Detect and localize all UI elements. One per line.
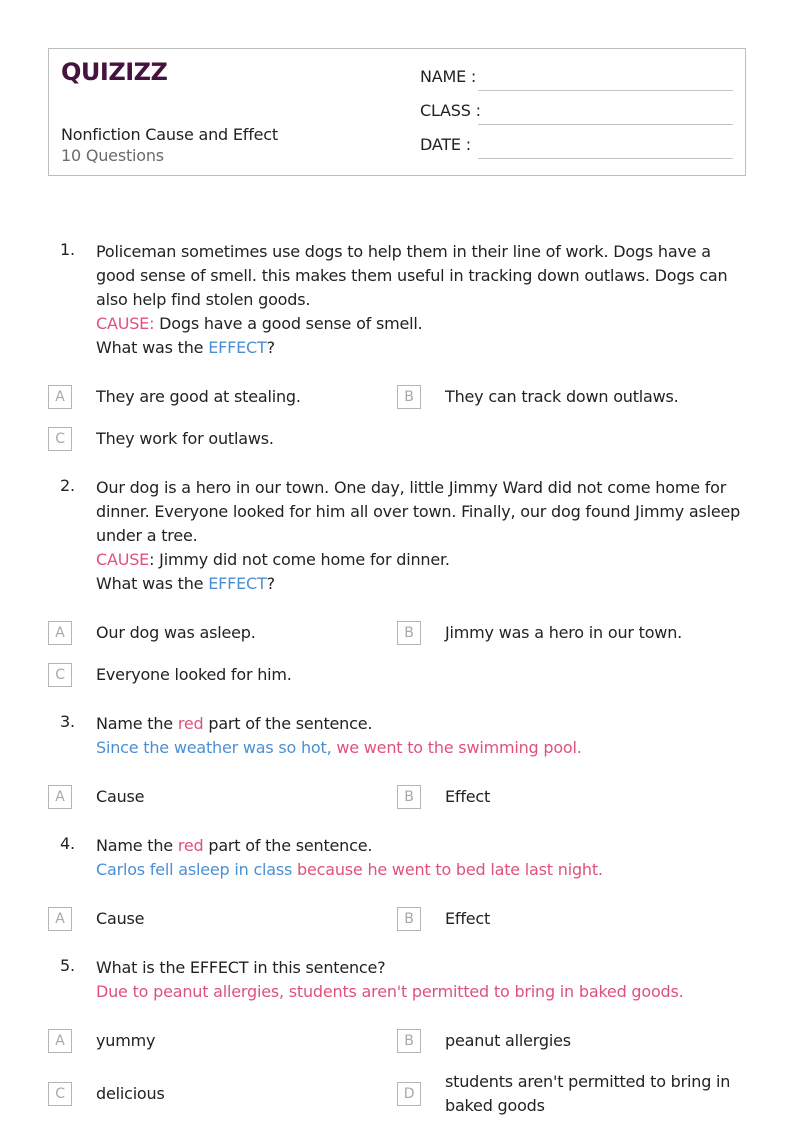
class-line[interactable]: [478, 124, 733, 125]
prompt-highlight: EFFECT: [208, 574, 267, 593]
date-field[interactable]: [420, 135, 733, 159]
question-passage: Policeman sometimes use dogs to help them in their line of work. Dogs have a good sense of smell. this makes them useful in tracking down outlaws. Dogs can also help find stolen goods.: [96, 242, 728, 309]
prompt-pre: What was the: [96, 574, 209, 593]
option-text: peanut allergies: [445, 1031, 571, 1050]
option-letter[interactable]: B: [397, 621, 421, 645]
question-text: [96, 240, 746, 360]
option-text: Cause: [96, 909, 145, 928]
cause-text: : Jimmy did not come home for dinner.: [149, 550, 450, 569]
option-text: Jimmy was a hero in our town.: [445, 623, 683, 642]
option-text: Effect: [445, 909, 491, 928]
option-letter[interactable]: B: [397, 907, 421, 931]
question-text: [96, 712, 746, 760]
option-letter[interactable]: B: [397, 385, 421, 409]
question-text: [96, 834, 746, 882]
option-text: Effect: [445, 787, 491, 806]
cause-label: CAUSE: [96, 550, 150, 569]
option-letter[interactable]: C: [48, 663, 72, 687]
question-number: 5.: [60, 956, 75, 975]
option-text: delicious: [96, 1084, 165, 1103]
option-letter[interactable]: A: [48, 785, 72, 809]
option-text: yummy: [96, 1031, 156, 1050]
example-sentence: [96, 736, 746, 760]
option-letter[interactable]: A: [48, 1029, 72, 1053]
question-number: 3.: [60, 712, 75, 731]
question-prompt: [96, 336, 746, 360]
option-letter[interactable]: B: [397, 785, 421, 809]
option-letter[interactable]: B: [397, 1029, 421, 1053]
prompt-pre: What was the: [96, 338, 209, 357]
quizizz-logo: QUIZIZZ: [61, 58, 168, 86]
sentence-effect: because he went to bed late last night.: [292, 860, 603, 879]
example-sentence: [96, 858, 746, 882]
prompt-highlight: EFFECT: [208, 338, 267, 357]
example-sentence: Due to peanut allergies, students aren't permitted to bring in baked goods.: [96, 982, 684, 1001]
worksheet-header: [48, 48, 746, 176]
question-count: 10 Questions: [61, 146, 164, 165]
question-passage: Our dog is a hero in our town. One day, little Jimmy Ward did not come home for dinner. Everyone looked for him all over town. Finally, our dog found Jimmy asleep under a tree.: [96, 478, 741, 545]
question-number: 1.: [60, 240, 75, 259]
option-text: They work for outlaws.: [96, 429, 274, 448]
option-text: They can track down outlaws.: [445, 387, 679, 406]
option-letter[interactable]: A: [48, 907, 72, 931]
prompt-pre: Name the: [96, 836, 178, 855]
question-prompt: [96, 712, 746, 736]
option-letter[interactable]: D: [397, 1082, 421, 1106]
prompt-post: part of the sentence.: [203, 836, 373, 855]
question-text: [96, 956, 746, 1004]
question-prompt: What is the EFFECT in this sentence?: [96, 958, 386, 977]
option-text: They are good at stealing.: [96, 387, 301, 406]
question-prompt: [96, 834, 746, 858]
name-label: NAME :: [420, 67, 477, 86]
name-field[interactable]: [420, 67, 733, 91]
sentence-cause: Carlos fell asleep in class: [96, 860, 293, 879]
prompt-post: ?: [266, 574, 275, 593]
question-number: 2.: [60, 476, 75, 495]
class-label: CLASS :: [420, 101, 481, 120]
prompt-pre: Name the: [96, 714, 178, 733]
question-number: 4.: [60, 834, 75, 853]
prompt-post: ?: [266, 338, 275, 357]
cause-label: CAUSE:: [96, 314, 155, 333]
option-letter[interactable]: A: [48, 385, 72, 409]
prompt-highlight: red: [177, 836, 204, 855]
option-text: Our dog was asleep.: [96, 623, 256, 642]
date-label: DATE :: [420, 135, 471, 154]
cause-line: [96, 312, 746, 336]
cause-text: Dogs have a good sense of smell.: [154, 314, 423, 333]
cause-line: [96, 548, 746, 572]
name-line[interactable]: [478, 90, 733, 91]
sentence-effect: we went to the swimming pool.: [331, 738, 582, 757]
prompt-highlight: red: [177, 714, 204, 733]
option-letter[interactable]: C: [48, 427, 72, 451]
sentence-cause: Since the weather was so hot,: [96, 738, 332, 757]
option-letter[interactable]: A: [48, 621, 72, 645]
option-letter[interactable]: C: [48, 1082, 72, 1106]
class-field[interactable]: [420, 101, 733, 125]
prompt-post: part of the sentence.: [203, 714, 373, 733]
date-line[interactable]: [478, 158, 733, 159]
option-text: students aren't permitted to bring in baked goods: [445, 1072, 731, 1115]
question-text: [96, 476, 746, 596]
worksheet-title: Nonfiction Cause and Effect: [61, 125, 278, 144]
option-text: Cause: [96, 787, 145, 806]
question-prompt: [96, 572, 746, 596]
option-text: Everyone looked for him.: [96, 665, 292, 684]
